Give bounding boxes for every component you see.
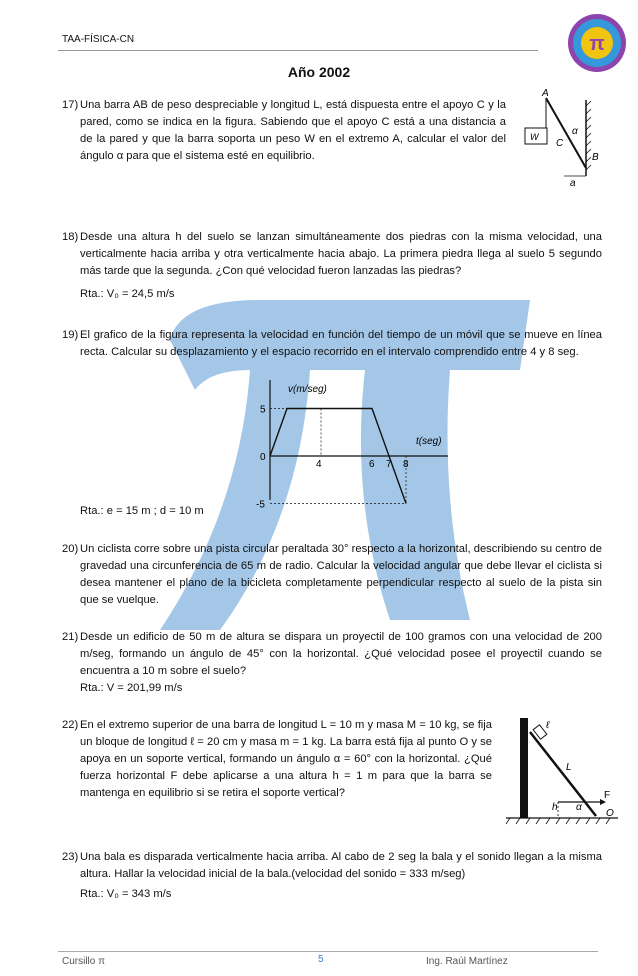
problem-number: 18) <box>62 231 79 243</box>
label-F: F <box>604 790 611 801</box>
problem-text: En el extremo superior de una barra de longitud L = 10 m y masa M = 10 kg, se fija un bloque de longitud ℓ = 20 cm y masa m = 1 kg. La barra está fija al punto O y se apoya en un soporte vertical, formando un ángulo α = 60° con la horizontal. ¿Qué fuerza horizontal F debe aplicarse a una altura h = 1 m para que la barra se mantenga en equilibrio si se retira el soporte vertical? <box>80 719 492 799</box>
problem-text: Desde una altura h del suelo se lanzan simultáneamente dos piedras con la misma velocidad, una verticalmente hacia arriba y otra verticalmente hacia abajo. La primera piedra llega al suelo 5 segundo más tarde que la segunda. ¿Con qué velocidad fueron lanzadas las piedras? <box>80 231 602 277</box>
label-h: h <box>552 802 558 813</box>
footer-right: Ing. Raúl Martínez <box>426 956 508 967</box>
label-O: O <box>606 808 614 819</box>
x-tick-label: 6 <box>369 459 375 470</box>
problem-17 <box>62 97 506 165</box>
problem-21 <box>62 629 602 680</box>
label-B: B <box>592 152 599 163</box>
problem-number: 22) <box>62 719 79 731</box>
problem-22 <box>62 717 492 802</box>
problem-number: 19) <box>62 329 79 341</box>
x-tick-label: 8 <box>403 459 409 470</box>
footer-left: Cursillo π <box>62 956 106 967</box>
problem-number: 23) <box>62 851 79 863</box>
problem-text: Una barra AB de peso despreciable y longitud L, está dispuesta entre el apoyo C y la pared, como se indica en la figura. Sabiendo que el apoyo C está a una distancia a de la pared y que la barra soporta un peso W en el extremo A, calcular el valor del ángulo α para que el sistema esté en equilibrio. <box>80 99 506 162</box>
answer-21: Rta.: V = 201,99 m/s <box>80 682 183 694</box>
problem-number: 17) <box>62 99 79 111</box>
logo-pi-symbol: π <box>589 33 605 55</box>
header-divider <box>58 50 538 51</box>
velocity-time-chart <box>248 380 468 511</box>
page-title: Año 2002 <box>287 64 351 80</box>
problem-number: 20) <box>62 543 79 555</box>
x-axis-label: t(seg) <box>416 436 442 447</box>
answer-23: Rta.: V₀ = 343 m/s <box>80 888 172 900</box>
answer-18: Rta.: V₀ = 24,5 m/s <box>80 288 175 300</box>
x-tick-label: 7 <box>386 459 392 470</box>
label-alpha22: α <box>576 802 582 813</box>
label-C: C <box>556 138 564 149</box>
origin-label: 0 <box>260 452 266 463</box>
x-tick-label: 4 <box>316 459 322 470</box>
problem-text: Desde un edificio de 50 m de altura se dispara un proyectil de 100 gramos con una velocidad de 200 m/seg, formando un ángulo de 45° con la horizontal. ¿Qué velocidad posee el proyectil cuando se encuentra a 10 m sobre el suelo? <box>80 631 602 677</box>
label-alpha: α <box>572 126 578 137</box>
label-ell: ℓ <box>546 720 550 731</box>
header-label: TAA-FÍSICA-CN <box>62 34 135 45</box>
y-tick-label: 5 <box>260 404 266 416</box>
footer-divider <box>58 951 598 952</box>
page-number: 5 <box>318 954 324 965</box>
label-a: a <box>570 178 576 189</box>
answer-19: Rta.: e = 15 m ; d = 10 m <box>80 505 204 517</box>
label-L: L <box>566 762 572 773</box>
problem-23 <box>62 849 602 883</box>
problem-19 <box>62 327 602 361</box>
problem-text: Un ciclista corre sobre una pista circular peraltada 30° respecto a la horizontal, describiendo su centro de gravedad una circunferencia de 65 m de radio. Calcular la velocidad angular que debe llevar el ciclista si desea mantener el plano de la bicicleta completamente perpendicular respecto al suelo de la pista sin que se vuelque. <box>80 543 602 606</box>
problem-text: El grafico de la figura representa la velocidad en función del tiempo de un móvil que se mueve en línea recta. Calcular su desplazamiento y el espacio recorrido en el intervalo comprendido entre 4 y 8 seg. <box>80 329 602 358</box>
label-A: A <box>542 88 549 99</box>
label-W: W <box>530 132 539 142</box>
problem-20 <box>62 541 602 609</box>
figure-bar-wall <box>520 84 610 194</box>
y-axis-label: v(m/seg) <box>288 384 327 395</box>
problem-text: Una bala es disparada verticalmente hacia arriba. Al cabo de 2 seg la bala y el sonido llegan a la misma altura. Hallar la velocidad inicial de la bala.(velocidad del sonido = 333 m/seg) <box>80 851 602 880</box>
figure-bar-block <box>500 712 620 832</box>
y-tick-label: -5 <box>256 499 265 511</box>
problem-number: 21) <box>62 631 79 643</box>
problem-18 <box>62 229 602 280</box>
